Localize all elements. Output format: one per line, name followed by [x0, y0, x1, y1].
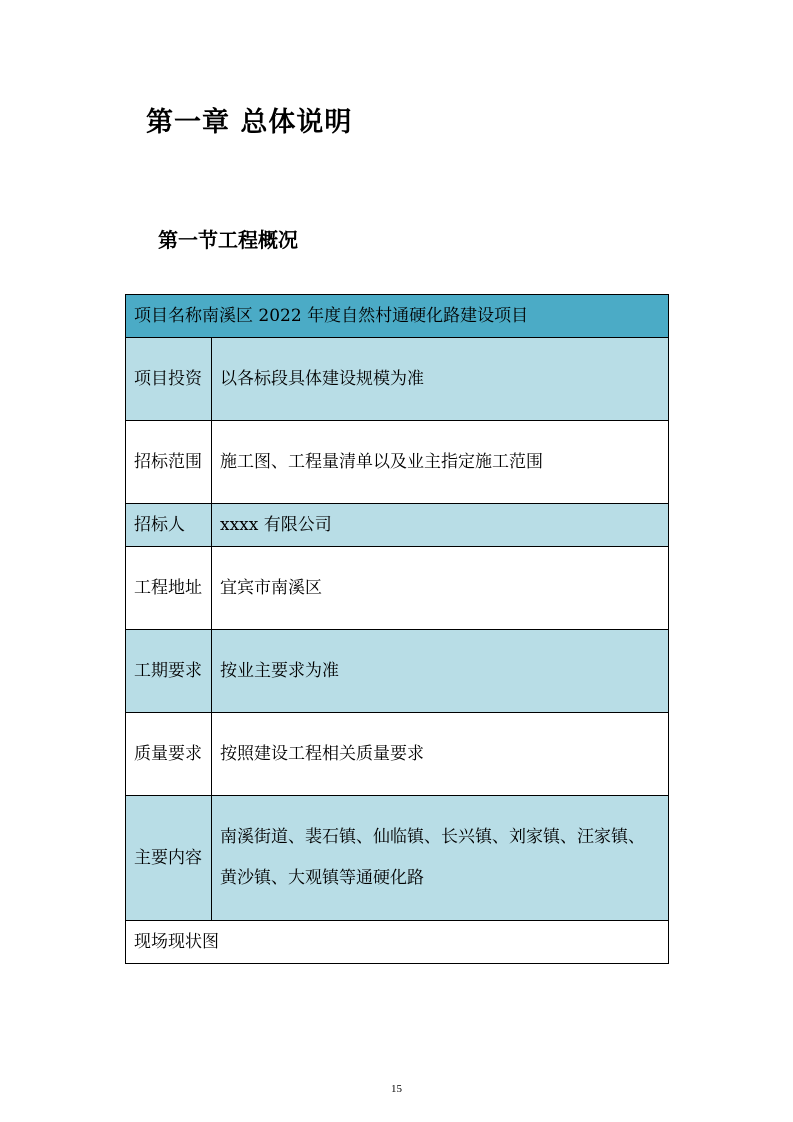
row-value: 按照建设工程相关质量要求: [212, 713, 669, 796]
row-label: 主要内容: [126, 796, 212, 921]
row-value: 南溪街道、裴石镇、仙临镇、长兴镇、刘家镇、汪家镇、 黄沙镇、大观镇等通硬化路: [212, 796, 669, 921]
table-row: [126, 504, 669, 547]
site-photo-caption: 现场现状图: [126, 921, 669, 964]
row-value: 宜宾市南溪区: [212, 547, 669, 630]
project-name-cell: 项目名称南溪区 2022 年度自然村通硬化路建设项目: [126, 295, 669, 338]
table-row: [126, 338, 669, 421]
row-label: 招标人: [126, 504, 212, 547]
row-label: 工程地址: [126, 547, 212, 630]
table-row: [126, 796, 669, 921]
project-info-table: [125, 294, 669, 964]
section-title: 第一节工程概况: [158, 228, 298, 252]
table-header-row: [126, 295, 669, 338]
page-number: 15: [391, 1083, 402, 1095]
table-row: [126, 713, 669, 796]
row-value: 以各标段具体建设规模为准: [212, 338, 669, 421]
table-footer-row: [126, 921, 669, 964]
table-row: [126, 630, 669, 713]
table-row: [126, 421, 669, 504]
row-label: 工期要求: [126, 630, 212, 713]
chapter-title: 第一章 总体说明: [146, 107, 353, 138]
table-row: [126, 547, 669, 630]
row-value: xxxx 有限公司: [212, 504, 669, 547]
row-label: 项目投资: [126, 338, 212, 421]
row-value: 按业主要求为准: [212, 630, 669, 713]
row-label: 招标范围: [126, 421, 212, 504]
row-value: 施工图、工程量清单以及业主指定施工范围: [212, 421, 669, 504]
row-label: 质量要求: [126, 713, 212, 796]
